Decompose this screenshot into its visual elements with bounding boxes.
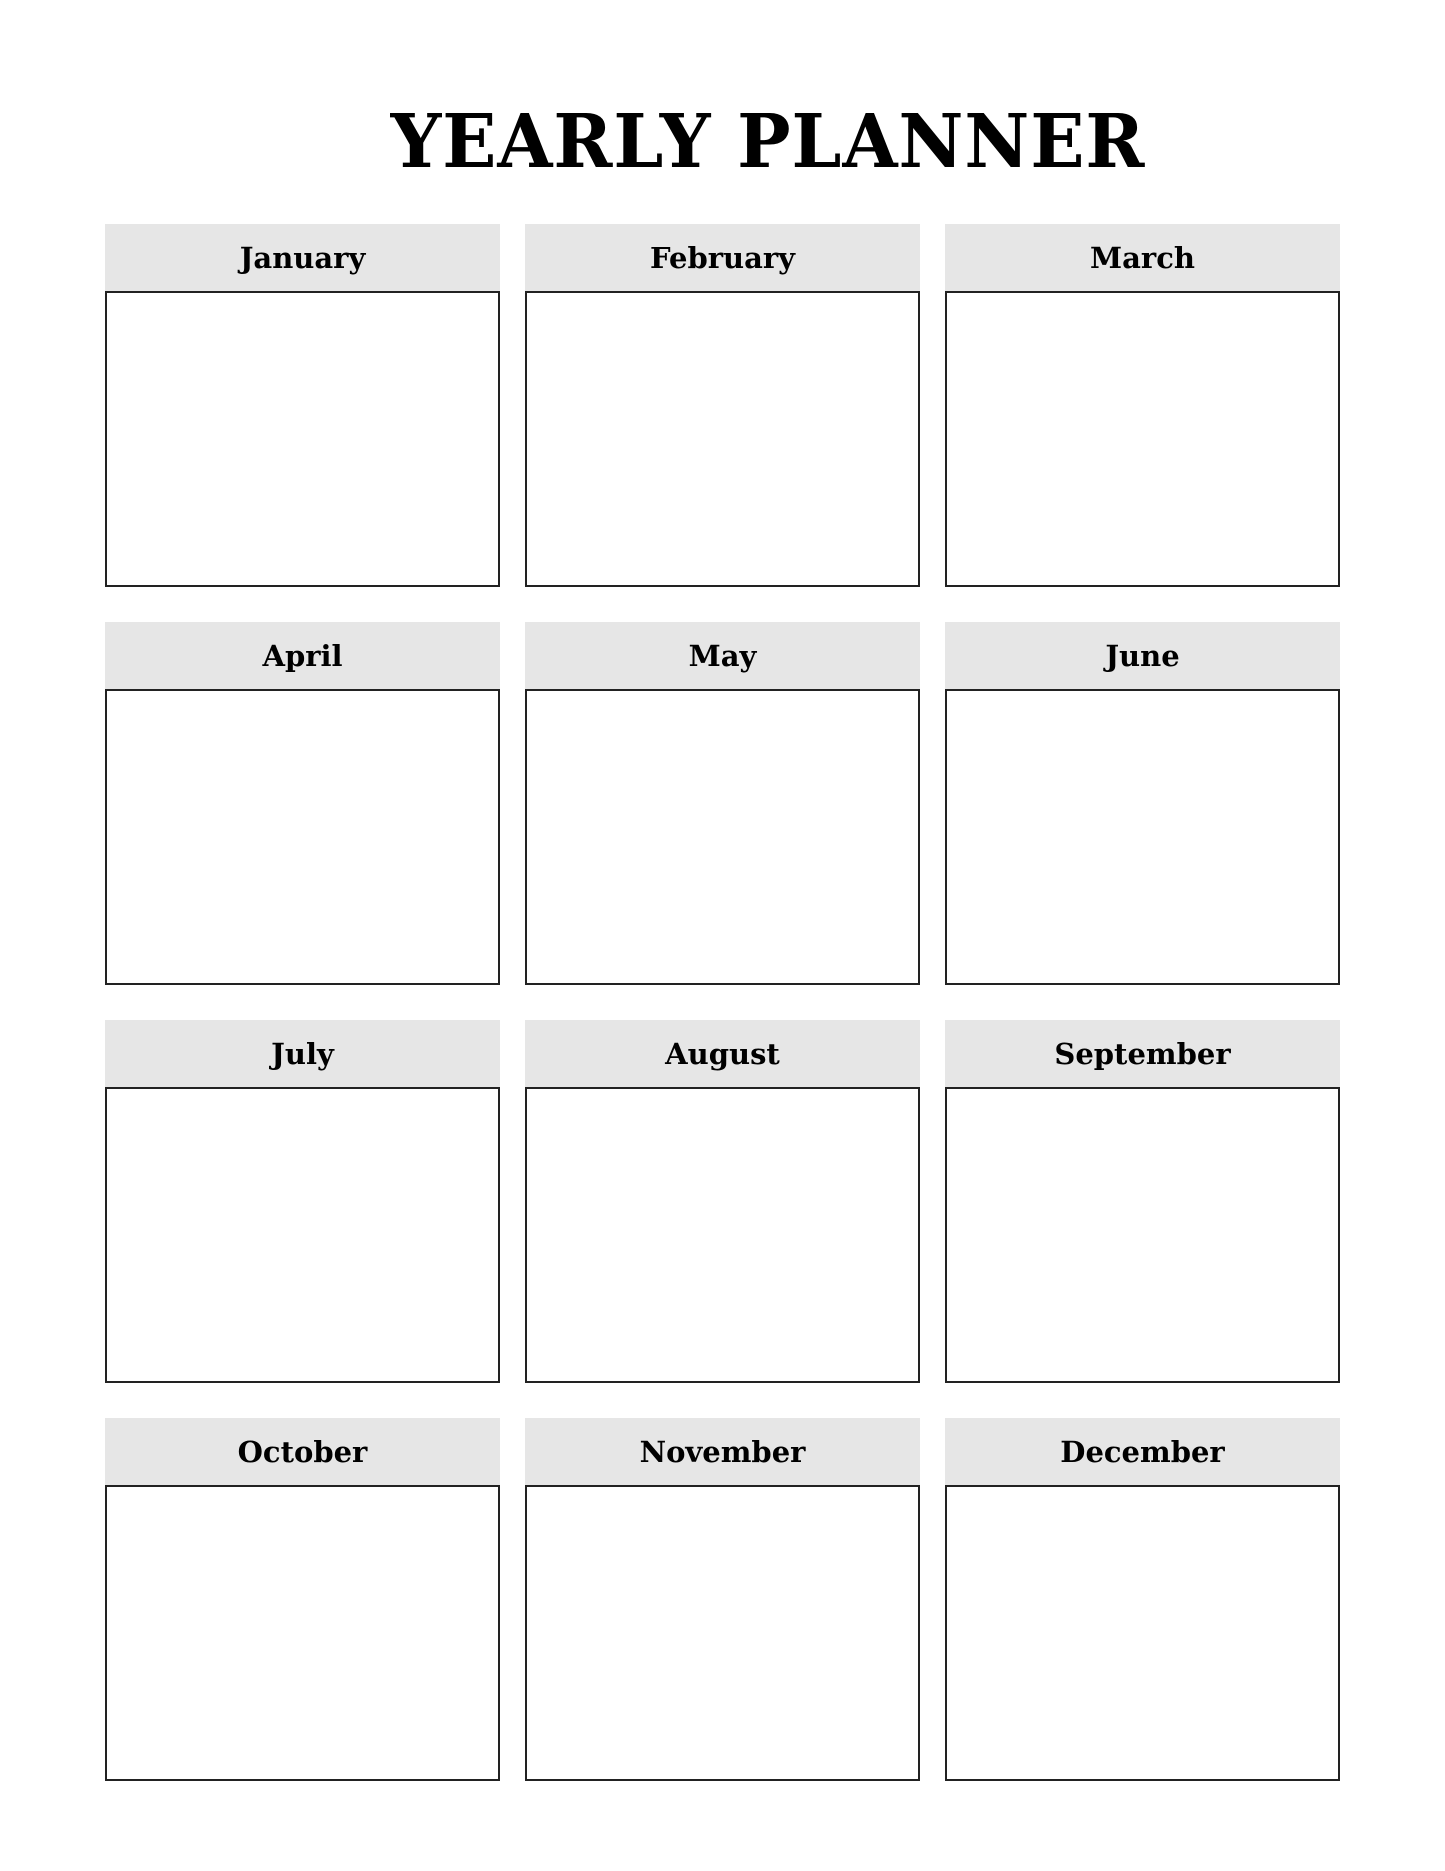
month-june bbox=[945, 622, 1340, 985]
months-grid bbox=[105, 224, 1340, 1781]
month-header: June bbox=[945, 622, 1340, 689]
month-header: February bbox=[525, 224, 920, 291]
month-notes-box[interactable] bbox=[525, 1087, 920, 1383]
month-header: January bbox=[105, 224, 500, 291]
page-title: YEARLY PLANNER bbox=[390, 99, 1146, 185]
month-notes-box[interactable] bbox=[525, 291, 920, 587]
month-august bbox=[525, 1020, 920, 1383]
month-header: March bbox=[945, 224, 1340, 291]
month-january bbox=[105, 224, 500, 587]
month-november bbox=[525, 1418, 920, 1781]
month-notes-box[interactable] bbox=[525, 689, 920, 985]
month-header: April bbox=[105, 622, 500, 689]
month-header: November bbox=[525, 1418, 920, 1485]
month-notes-box[interactable] bbox=[945, 1485, 1340, 1781]
month-header: July bbox=[105, 1020, 500, 1087]
month-header: August bbox=[525, 1020, 920, 1087]
month-december bbox=[945, 1418, 1340, 1781]
month-notes-box[interactable] bbox=[945, 1087, 1340, 1383]
month-notes-box[interactable] bbox=[105, 689, 500, 985]
month-july bbox=[105, 1020, 500, 1383]
month-april bbox=[105, 622, 500, 985]
month-march bbox=[945, 224, 1340, 587]
month-may bbox=[525, 622, 920, 985]
month-notes-box[interactable] bbox=[105, 1087, 500, 1383]
month-header: October bbox=[105, 1418, 500, 1485]
month-february bbox=[525, 224, 920, 587]
month-september bbox=[945, 1020, 1340, 1383]
month-notes-box[interactable] bbox=[945, 689, 1340, 985]
month-notes-box[interactable] bbox=[525, 1485, 920, 1781]
month-notes-box[interactable] bbox=[105, 1485, 500, 1781]
month-header: December bbox=[945, 1418, 1340, 1485]
month-header: September bbox=[945, 1020, 1340, 1087]
month-notes-box[interactable] bbox=[945, 291, 1340, 587]
month-header: May bbox=[525, 622, 920, 689]
month-notes-box[interactable] bbox=[105, 291, 500, 587]
month-october bbox=[105, 1418, 500, 1781]
